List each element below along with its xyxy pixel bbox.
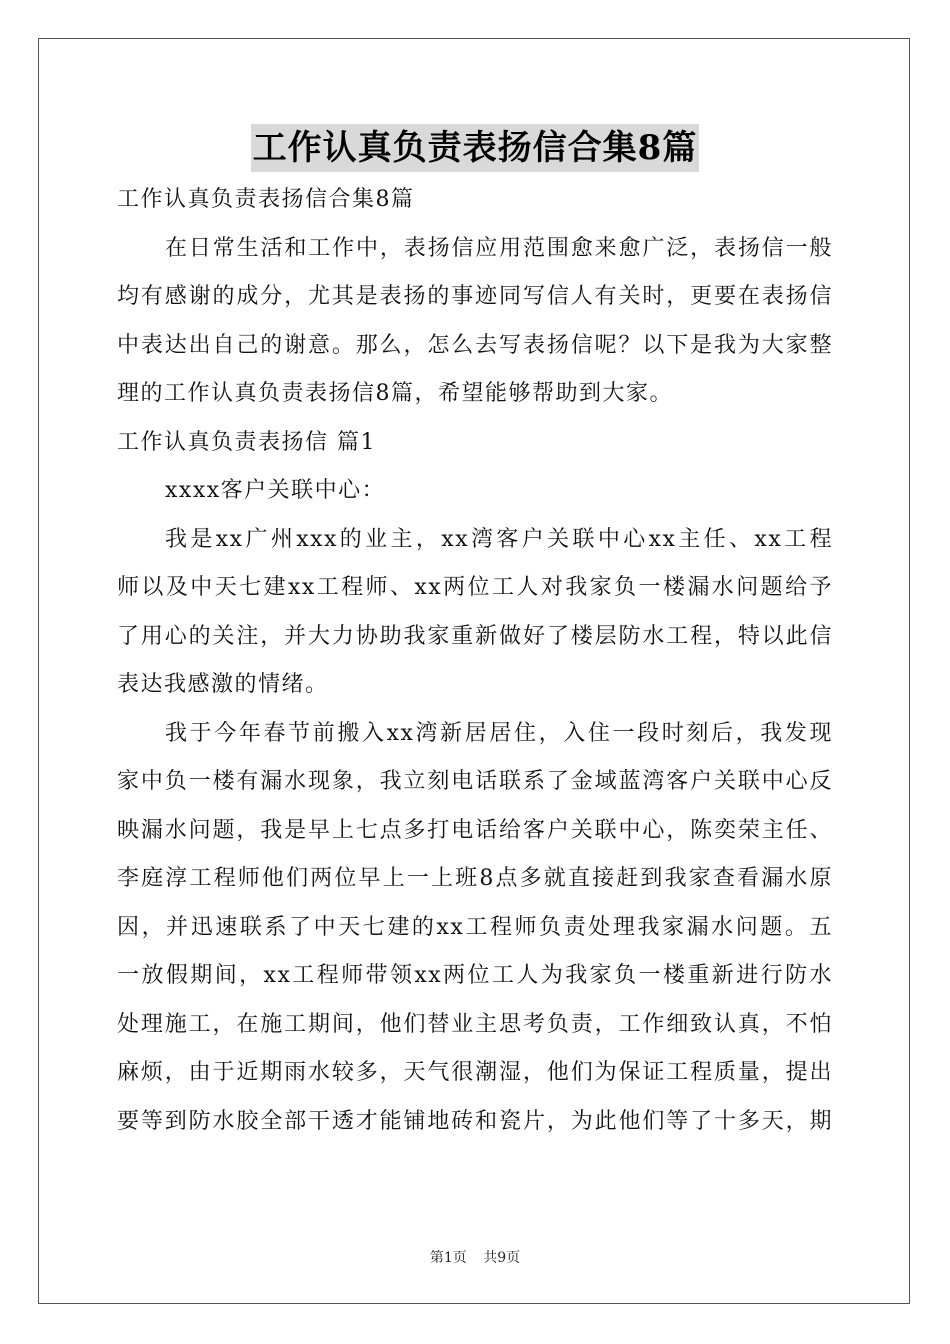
document-title: 工作认真负责表扬信合集8篇	[251, 124, 700, 172]
document-body	[117, 176, 833, 1146]
paragraph-line: 因，并迅速联系了中天七建的xx工程师负责处理我家漏水问题。五	[117, 914, 833, 940]
paragraph-line: 在日常生活和工作中，表扬信应用范围愈来愈广泛，表扬信一般	[165, 235, 833, 261]
paragraph-line: 了用心的关注，并大力协助我家重新做好了楼层防水工程，特以此信	[117, 623, 833, 649]
title-wrapper	[0, 124, 950, 172]
paragraph-line: 处理施工，在施工期间，他们替业主思考负责，工作细致认真，不怕	[117, 1011, 833, 1037]
page-footer	[0, 1247, 950, 1267]
paragraph-line: 一放假期间，xx工程师带领xx两位工人为我家负一楼重新进行防水	[117, 963, 833, 988]
paragraph-line: 麻烦，由于近期雨水较多，天气很潮湿，他们为保证工程质量，提出	[117, 1060, 833, 1085]
paragraph-line: 均有感谢的成分，尤其是表扬的事迹同写信人有关时，更要在表扬信	[117, 284, 833, 309]
salutation-line: xxxx客户关联中心：	[165, 478, 386, 503]
paragraph-line: 理的工作认真负责表扬信8篇，希望能够帮助到大家。	[117, 381, 673, 406]
paragraph-line: 要等到防水胶全部干透才能铺地砖和瓷片，为此他们等了十多天，期	[117, 1108, 833, 1134]
section-heading: 工作认真负责表扬信 篇1	[117, 429, 376, 455]
paragraph-line: 表达我感激的情绪。	[117, 672, 329, 697]
paragraph-line: 师以及中天七建xx工程师、xx两位工人对我家负一楼漏水问题给予	[117, 575, 833, 600]
paragraph-line: 我于今年春节前搬入xx湾新居居住，入住一段时刻后，我发现	[165, 720, 833, 746]
paragraph-line: 家中负一楼有漏水现象，我立刻电话联系了金域蓝湾客户关联中心反	[117, 769, 833, 794]
page-number: 第1页	[429, 1250, 467, 1266]
paragraph-line: 映漏水问题，我是早上七点多打电话给客户关联中心，陈奕荣主任、	[117, 817, 833, 843]
paragraph-line: 中表达出自己的谢意。那么，怎么去写表扬信呢？以下是我为大家整	[117, 332, 833, 358]
paragraph-line: 李庭淳工程师他们两位早上一上班8点多就直接赶到我家查看漏水原	[117, 866, 833, 891]
subtitle-line: 工作认真负责表扬信合集8篇	[117, 187, 415, 212]
paragraph-line: 我是xx广州xxx的业主，xx湾客户关联中心xx主任、xx工程	[165, 526, 833, 552]
page-total: 共9页	[483, 1250, 521, 1266]
